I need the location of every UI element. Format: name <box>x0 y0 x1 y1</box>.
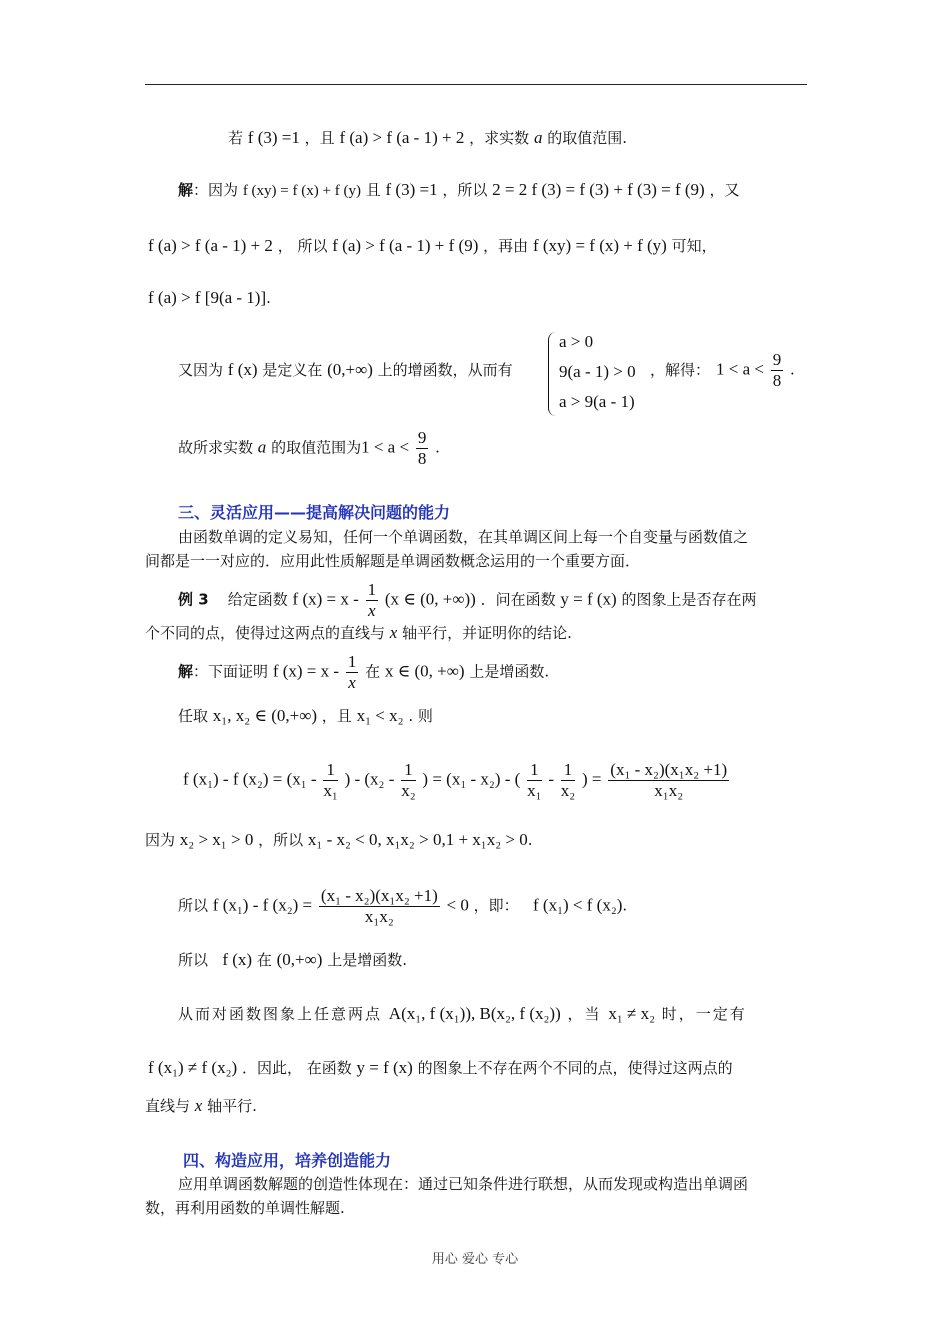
formula: f (x₁) - f (x₂) = <box>212 895 313 915</box>
formula: f (3) =1 <box>247 128 300 147</box>
text: 是定义在 <box>262 361 323 379</box>
numerator: 1 <box>367 580 377 599</box>
formula: (x ∈ (0, +∞)) <box>384 589 476 609</box>
solution1-line3 <box>148 288 271 308</box>
text: ，再由 <box>483 237 529 255</box>
text: ，又 <box>709 181 740 199</box>
solution3-line6 <box>178 950 407 970</box>
text: ，解得： <box>650 361 711 379</box>
numerator: 1 <box>401 760 415 781</box>
solution3-line2 <box>178 706 433 726</box>
text: 故所求实数 <box>178 438 254 457</box>
text: 上是增函数. <box>469 662 550 681</box>
text: 因为 <box>145 831 176 849</box>
text: 从而对函数图象上任意两点 <box>178 1005 383 1023</box>
text: 的图象上是否存在两 <box>621 590 757 609</box>
formula: f (x) <box>227 360 258 379</box>
section-heading: 四、构造应用，培养创造能力 <box>183 1151 392 1170</box>
fraction <box>561 760 575 801</box>
fraction <box>366 580 379 621</box>
text: 的取值范围. <box>547 129 627 147</box>
text: 所以 <box>178 896 209 915</box>
solution3-derivation <box>183 760 731 801</box>
numerator: 9 <box>772 350 782 369</box>
formula: (0,+∞) <box>327 360 373 379</box>
fraction <box>608 760 729 801</box>
text: . <box>622 896 628 915</box>
page-footer: 用心 爱心 专心 <box>431 1252 519 1267</box>
text: 轴平行. <box>207 1097 257 1115</box>
formula: f (x₁) < f (x₂) <box>533 895 623 915</box>
solution3-line4 <box>145 830 533 850</box>
text: 又因为 <box>178 361 224 379</box>
text: 给定函数 <box>227 590 288 609</box>
example3-line2 <box>145 623 572 643</box>
formula: f (x) <box>222 950 253 969</box>
formula: x₁ ≠ x₂ <box>608 1004 655 1023</box>
formula: f (xy) = f (x) + f (y) <box>242 183 361 199</box>
text: . <box>790 360 795 379</box>
solution3-line8 <box>148 1058 733 1078</box>
solution1-range <box>716 350 795 391</box>
formula: y = f (x) <box>560 589 617 609</box>
formula: ) - (x₂ - <box>344 769 395 789</box>
fraction <box>527 760 541 801</box>
denominator: x <box>368 601 376 620</box>
paragraph-line: 间都是一一对应的．应用此性质解题是单调函数概念运用的一个重要方面． <box>145 552 641 570</box>
fraction <box>416 428 429 469</box>
denominator: x₂ <box>401 781 416 800</box>
paragraph-line: 数，再利用函数的单调性解题. <box>145 1199 345 1217</box>
formula: A(x₁, f (x₁)), B(x₂, f (x₂)) <box>388 1004 561 1023</box>
text: 时，一定有 <box>661 1005 747 1023</box>
formula: f (a) > f (a - 1) + 2 <box>148 236 273 255</box>
system-row: a > 9(a - 1) <box>559 392 635 411</box>
text: ：因为 <box>193 181 239 199</box>
numerator: (x₁ - x₂)(x₁x₂ +1) <box>320 886 438 905</box>
denominator: x₁x₂ <box>364 907 394 926</box>
text: 直线与 <box>145 1097 191 1115</box>
text: 在 <box>365 662 381 681</box>
solution1-line2 <box>148 236 717 256</box>
text: 在 <box>256 951 272 969</box>
fraction <box>323 760 337 801</box>
formula: f (x₁) ≠ f (x₂) <box>148 1058 238 1077</box>
text: ，所以 <box>442 181 488 199</box>
denominator: 8 <box>772 371 782 390</box>
example3-line1 <box>178 580 756 621</box>
variable: a <box>257 437 267 457</box>
formula: x₂ > x₁ > 0 <box>179 830 254 849</box>
formula: 2 = 2 f (3) = f (3) + f (3) = f (9) <box>492 180 705 199</box>
solution3-line1 <box>178 652 549 693</box>
solution1-result <box>650 360 710 380</box>
formula: y = f (x) <box>356 1058 413 1077</box>
denominator: x₂ <box>560 781 576 800</box>
solution3-line9 <box>145 1096 257 1116</box>
text: 且 <box>365 181 381 199</box>
text: 任取 <box>178 707 209 725</box>
text: ，且 <box>321 707 352 725</box>
formula: x ∈ (0, +∞) <box>384 661 465 681</box>
paragraph-line: 应用单调函数解题的创造性体现在：通过已知条件进行联想，从而发现或构造出单调函 <box>178 1175 749 1193</box>
formula: f (a) > f (a - 1) + 2 <box>339 128 465 147</box>
text: ：下面证明 <box>193 662 269 681</box>
fraction <box>401 760 415 801</box>
formula: ) = <box>582 769 602 789</box>
solution1-line1 <box>178 180 740 201</box>
numerator: (x₁ - x₂)(x₁x₂ +1) <box>610 760 728 779</box>
text: . <box>527 831 533 849</box>
problem-line <box>228 128 627 148</box>
header-rule <box>145 84 807 85</box>
text: 上是增函数. <box>327 951 407 969</box>
denominator: x₁x₂ <box>654 781 684 800</box>
numerator: 1 <box>323 760 337 781</box>
text: 所以 <box>178 951 209 969</box>
text: ， 所以 <box>277 237 328 255</box>
text: 个不同的点，使得过这两点的直线与 <box>145 624 386 642</box>
denominator: 8 <box>417 449 427 468</box>
formula: f (a) > f [9(a - 1)] <box>148 288 267 307</box>
formula: - <box>548 769 554 789</box>
formula: x₁ < x₂ <box>356 706 404 725</box>
formula: f (3) =1 <box>385 180 438 199</box>
section-heading: 三、灵活应用——提高解决问题的能力 <box>178 503 451 522</box>
numerator: 9 <box>417 428 427 447</box>
formula: 1 < a < <box>361 437 410 457</box>
variable: a <box>533 128 543 147</box>
numerator: 1 <box>347 652 357 671</box>
formula: x₁, x₂ ∈ (0,+∞) <box>212 706 318 725</box>
formula: (0,+∞) <box>276 950 323 969</box>
text: 上的增函数，从而有 <box>377 361 513 379</box>
text: 可知， <box>671 237 717 255</box>
text: 轴平行，并证明你的结论. <box>402 624 572 642</box>
denominator: x₁ <box>527 781 542 800</box>
text: ，且 <box>304 129 335 147</box>
text: ．问在函数 <box>480 590 556 609</box>
denominator: x₁ <box>323 781 338 800</box>
formula: f (x₁) - f (x₂) = (x₁ - <box>183 769 317 789</box>
text: ，即： <box>473 896 519 915</box>
text: . <box>266 289 271 307</box>
numerator: 1 <box>561 760 575 781</box>
formula: f (x) = x - <box>292 589 359 609</box>
text: ．因此， 在函数 <box>241 1059 352 1077</box>
text: ，求实数 <box>469 129 530 147</box>
formula: 1 < a < <box>716 359 764 379</box>
text: 的取值范围为 <box>271 438 362 457</box>
example-label: 例 3 <box>178 590 209 609</box>
text: ，当 <box>567 1005 602 1023</box>
fraction <box>346 652 359 693</box>
fraction <box>319 886 440 927</box>
paragraph-line: 由函数单调的定义易知，任何一个单调函数，在其单调区间上每一个自变量与函数值之 <box>178 528 749 546</box>
solution-label: 解 <box>178 662 194 681</box>
system-row: 9(a - 1) > 0 <box>559 362 636 381</box>
formula: f (xy) = f (x) + f (y) <box>532 236 667 255</box>
variable: x <box>389 623 398 642</box>
denominator: x <box>348 673 356 692</box>
formula: f (a) > f (a - 1) + f (9) <box>332 236 479 255</box>
text: . <box>435 438 440 457</box>
formula: < 0 <box>446 895 469 915</box>
variable: x <box>194 1096 203 1115</box>
solution-label: 解 <box>178 181 194 199</box>
solution1-conclusion <box>178 428 440 469</box>
text: 若 <box>228 129 244 147</box>
formula: f (x) = x - <box>272 661 340 681</box>
formula: x₁ - x₂ < 0, x₁x₂ > 0,1 + x₁x₂ > 0 <box>307 830 528 849</box>
solution3-line5 <box>178 886 627 927</box>
text: ，所以 <box>258 831 304 849</box>
solution3-line7 <box>178 1004 747 1024</box>
formula: ) = (x₁ - x₂) - ( <box>422 769 521 789</box>
fraction <box>771 350 784 391</box>
numerator: 1 <box>527 760 541 781</box>
text: . 则 <box>408 707 433 725</box>
system-row: a > 0 <box>559 332 594 351</box>
solution1-line4 <box>178 360 513 380</box>
text: 的图象上不存在两个不同的点，使得过这两点的 <box>417 1059 733 1077</box>
